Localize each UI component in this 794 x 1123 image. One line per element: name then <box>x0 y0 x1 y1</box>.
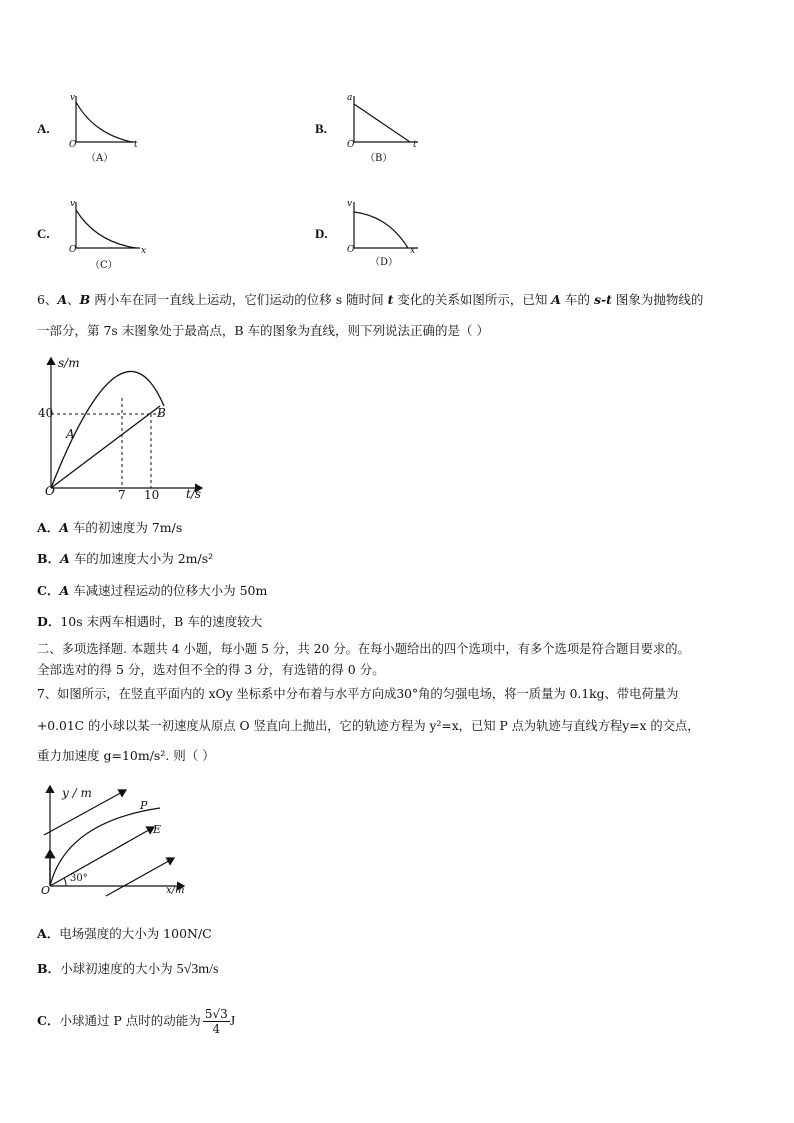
fraction-denominator: 4 <box>212 1022 221 1036</box>
q6-text: 图象为抛物线的 <box>611 292 704 307</box>
y-axis-label: a <box>347 93 353 103</box>
option-subject: A <box>60 551 70 566</box>
q7-option-b <box>37 960 218 979</box>
curve-label-a: A <box>66 427 75 441</box>
option-text: 小球初速度的大小为 <box>60 961 177 976</box>
x-tick-10: 10 <box>144 488 160 502</box>
origin-label: O <box>69 140 77 150</box>
y-axis-label: y / m <box>62 786 92 800</box>
origin-label: O <box>41 884 51 897</box>
origin-label: O <box>347 140 355 150</box>
option-text: 电场强度的大小为 100N/C <box>59 926 212 941</box>
q7-option-c <box>37 1005 235 1038</box>
kinetic-energy-fraction <box>203 1007 230 1036</box>
line-label-b: B <box>157 406 166 420</box>
x-axis-label: x <box>410 246 416 256</box>
q7-option-a <box>37 925 212 943</box>
q7-stem-line2: +0.01C 的小球以某一初速度从原点 O 竖直向上抛出，它的轨迹方程为 y²=x，已知 P 点为轨迹与直线方程y=x 的交点， <box>37 719 700 733</box>
q6-option-d <box>37 613 262 631</box>
option-letter: B. <box>315 121 327 136</box>
option-math: 5√3m/s <box>176 962 219 977</box>
graph-caption: （A） <box>86 153 114 164</box>
q6-car-a: A <box>551 292 561 307</box>
section2-line1: 二、多项选择题. 本题共 4 小题，每小题 5 分，共 20 分。在每小题给出的四个选项中，有多个选项是符合题目要求的。 <box>37 642 690 656</box>
x-axis-label: x <box>141 246 147 256</box>
y-axis-label: v <box>70 93 76 103</box>
option-text: 小球通过 P 点时的动能为 <box>59 1013 201 1028</box>
x-tick-7: 7 <box>118 488 126 502</box>
y-axis-label: s/m <box>58 356 80 370</box>
option-text: 车的加速度大小为 2m/s² <box>69 551 214 566</box>
field-label-e: E <box>153 823 162 836</box>
angle-label: 30° <box>70 873 88 884</box>
q6-text: 、 <box>67 292 80 307</box>
fraction-numerator: 5√3 <box>204 1007 228 1021</box>
x-axis-label: x/m <box>166 885 185 896</box>
graph-caption: （D） <box>370 257 399 268</box>
section2-line2: 全部选对的得 5 分，选对但不全的得 3 分，有选错的得 0 分。 <box>37 662 385 677</box>
option-letter: A． <box>37 520 60 535</box>
q6-st-graph <box>34 352 214 506</box>
q6-var-t: t <box>387 292 394 307</box>
q6-text: 两小车在同一直线上运动，它们运动的位移 s 随时间 <box>90 292 388 307</box>
q6-stem-line1 <box>37 291 703 309</box>
graph-caption: （C） <box>90 260 118 271</box>
origin-label: O <box>69 245 77 255</box>
q7-stem-line3: 重力加速度 g=10m/s². 则（ ） <box>37 748 215 763</box>
option-letter: D． <box>37 614 61 629</box>
option-letter: C. <box>37 226 50 241</box>
option-letter: B． <box>37 961 61 976</box>
q6-st: s-t <box>593 292 612 307</box>
x-axis-label: t <box>134 140 138 150</box>
q6-car-b: B <box>79 292 91 307</box>
option-subject: A <box>59 520 69 535</box>
y-axis-label: v <box>347 199 353 209</box>
q7-stem-line1: 7、如图所示，在竖直平面内的 xOy 坐标系中分布着与水平方向成30°角的匀强电场，将一质量为 0.1kg、带电荷量为 <box>37 687 679 701</box>
option-letter: D. <box>315 226 328 241</box>
option-letter: A. <box>37 121 50 136</box>
q6-stem-line2: 一部分，第 7s 末图象处于最高点，B 车的图象为直线，则下列说法正确的是（ ） <box>37 323 489 338</box>
option-subject: A <box>59 583 70 598</box>
option-text: 车减速过程运动的位移大小为 50m <box>69 583 268 598</box>
option-unit: J <box>229 1014 236 1029</box>
q6-text: 变化的关系如图所示，已知 <box>393 292 552 307</box>
x-axis-label: t <box>413 140 417 150</box>
q6-car-a: A <box>57 292 68 307</box>
q6-option-a <box>37 519 182 537</box>
option-letter: B． <box>37 551 61 566</box>
y-axis-label: v <box>70 199 76 209</box>
y-tick-40: 40 <box>38 406 54 420</box>
option-text: 10s 末两车相遇时，B 车的速度较大 <box>60 614 263 629</box>
origin-label: O <box>347 245 355 255</box>
option-letter: A． <box>37 926 60 941</box>
point-label-p: P <box>140 799 148 812</box>
q6-option-c <box>37 582 267 600</box>
q6-text: 车的 <box>561 292 594 307</box>
graph-caption: （B） <box>365 153 393 164</box>
origin-label: O <box>45 484 55 498</box>
option-letter: C． <box>37 1013 60 1028</box>
x-axis-label: t/s <box>186 487 202 501</box>
q6-option-b <box>37 550 213 568</box>
q6-number: 6、 <box>37 292 58 307</box>
option-text: 车的初速度为 7m/s <box>68 520 183 535</box>
option-letter: C． <box>37 583 60 598</box>
